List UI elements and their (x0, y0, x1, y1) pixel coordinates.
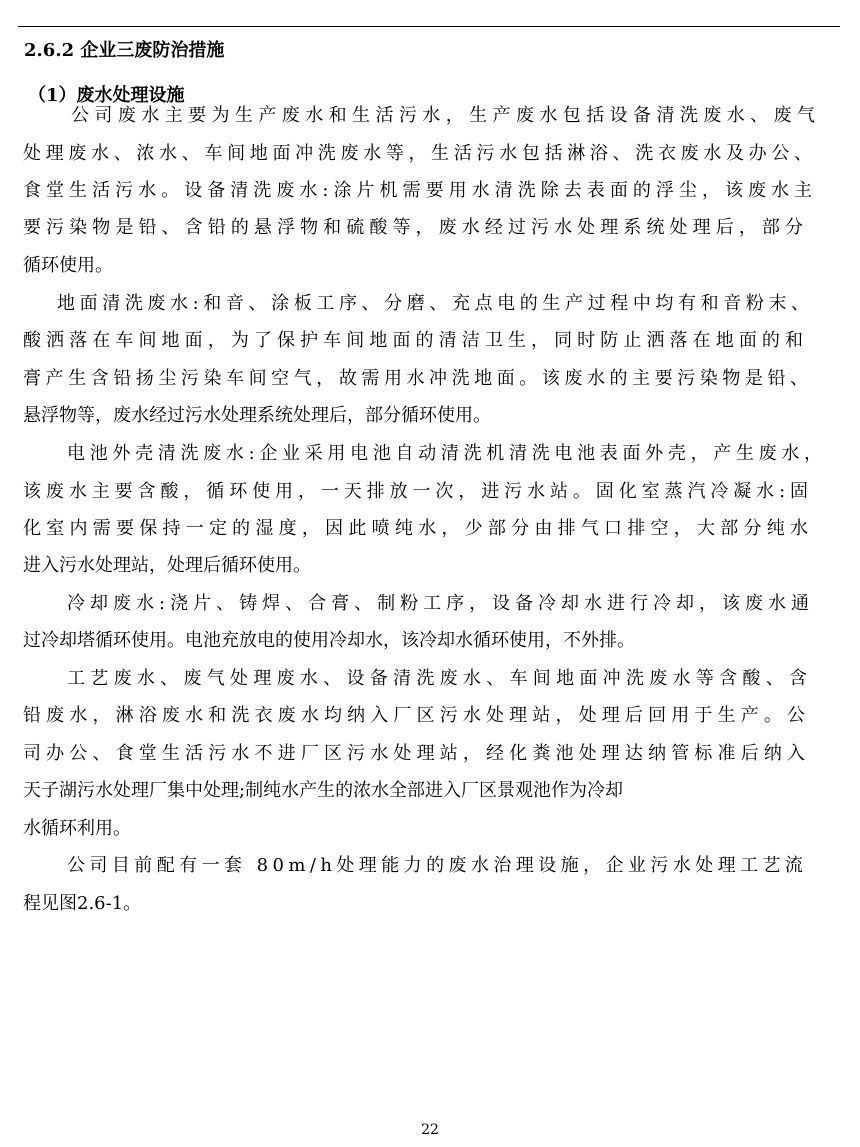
body-line: 该废水主要含酸，循环使用，一天排放一次，进污水站。固化室蒸汽冷凝水:固 (23, 481, 813, 502)
body-line: 电池外壳清洗废水:企业采用电池自动清洗机清洗电池表面外壳，产生废水， (67, 443, 827, 464)
body-line: 铅废水，淋浴废水和洗衣废水均纳入厂区污水处理站，处理后回用于生产。公 (23, 705, 811, 726)
body-line: 酸洒落在车间地面，为了保护车间地面的清洁卫生，同时防止洒落在地面的和 (23, 330, 809, 351)
body-line: 工艺废水、废气处理废水、设备清洗废水、车间地面冲洗废水等含酸、含 (67, 668, 813, 689)
body-line: 循环使用。 (23, 255, 113, 276)
body-line: 公司目前配有一套 80m/h处理能力的废水治理设施，企业污水处理工艺流 (67, 855, 808, 876)
sub-heading: （1）废水处理设施 (28, 85, 185, 106)
body-line: 冷却废水:浇片、铸焊、合膏、制粉工序，设备冷却水进行冷却，该废水通 (67, 593, 815, 614)
body-line: 地面清洗废水:和音、涂板工序、分磨、充点电的生产过程中均有和音粉末、 (57, 293, 814, 314)
body-line: 过冷却塔循环使用。电池充放电的使用冷却水，该冷却水循环使用，不外排。 (23, 630, 635, 651)
body-line: 司办公、食堂生活污水不进厂区污水处理站，经化粪池处理达纳管标准后纳入 (23, 743, 811, 764)
header-rule (18, 26, 840, 27)
body-line: 进入污水处理站，处理后循环使用。 (23, 555, 311, 576)
body-line: 悬浮物等，废水经过污水处理系统处理后，部分循环使用。 (23, 405, 491, 426)
section-heading: 2.6.2 企业三废防治措施 (24, 40, 225, 61)
body-line: 食堂生活污水。设备清洗废水:涂片机需要用水清洗除去表面的浮尘，该废水主 (23, 180, 818, 201)
body-line: 化室内需要保持一定的湿度，因此喷纯水，少部分由排气口排空，大部分纯水 (23, 518, 814, 539)
body-line: 公司废水主要为生产废水和生活污水，生产废水包括设备清洗废水、废气 (71, 105, 821, 126)
body-line: 水循环利用。 (23, 818, 131, 839)
body-line: 天子湖污水处理厂集中处理;制纯水产生的浓水全部进入厂区景观池作为冷却 (23, 780, 624, 801)
page-number: 22 (421, 1122, 439, 1138)
body-line: 程见图2.6-1。 (23, 893, 142, 914)
body-line: 要污染物是铅、含铅的悬浮物和硫酸等，废水经过污水处理系统处理后，部分 (23, 217, 809, 238)
body-line: 膏产生含铅扬尘污染车间空气，故需用水冲洗地面。该废水的主要污染物是铅、 (23, 368, 813, 389)
body-line: 处理废水、浓水、车间地面冲洗废水等，生活污水包括淋浴、洗衣废水及办公、 (23, 143, 817, 164)
